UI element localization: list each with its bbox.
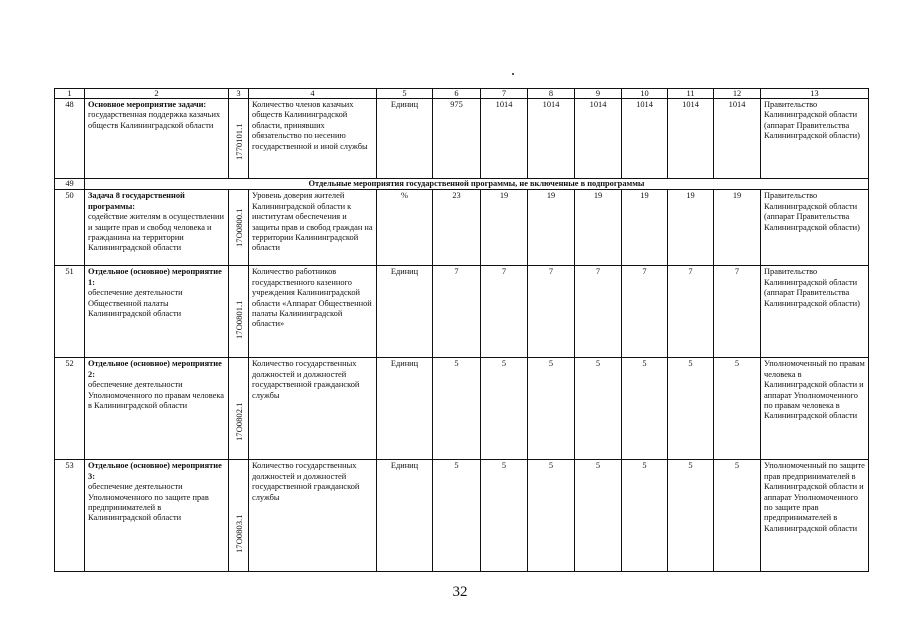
value-cell: 7 (575, 266, 622, 358)
value-cell: 5 (668, 358, 714, 460)
row-number: 51 (55, 266, 85, 358)
budget-code: 17О0803.1 (233, 514, 244, 553)
event-name-cell (85, 99, 229, 179)
indicator-cell: Количество членов казачьих обществ Калининградской области, принявших обязательство по несению государственной и иной службы (249, 99, 377, 179)
value-cell: 5 (575, 358, 622, 460)
scan-speck (512, 73, 514, 75)
col-header: 4 (249, 89, 377, 99)
value-cell: 5 (575, 460, 622, 572)
value-cell: 19 (528, 190, 575, 266)
value-cell: 7 (622, 266, 668, 358)
col-header: 7 (481, 89, 528, 99)
event-description: обеспечение деятельности Уполномоченного по правам человека в Калининградской области (88, 380, 224, 411)
unit-cell: Единиц (377, 358, 433, 460)
event-title: Отдельное (основное) мероприятие 1: (88, 267, 222, 287)
table-row (55, 460, 869, 572)
indicator-cell: Количество государственных должностей и должностей государственной гражданской службы (249, 460, 377, 572)
responsible-cell: Правительство Калининградской области (аппарат Правительства Калининградской области) (761, 190, 869, 266)
value-cell: 1014 (668, 99, 714, 179)
value-cell: 1014 (622, 99, 668, 179)
indicator-cell: Количество государственных должностей и должностей государственной гражданской службы (249, 358, 377, 460)
responsible-cell: Уполномоченный по правам человека в Калининградской области и аппарат Уполномоченного по правам человека в Калининградской области (761, 358, 869, 460)
table-row (55, 358, 869, 460)
table-row (55, 190, 869, 266)
value-cell: 5 (622, 460, 668, 572)
code-cell (229, 266, 249, 358)
unit-cell: % (377, 190, 433, 266)
budget-code: 1770101.1 (233, 123, 244, 160)
col-header: 11 (668, 89, 714, 99)
section-title: Отдельные мероприятия государственной программы, не включенные в подпрограммы (85, 179, 869, 190)
col-header: 3 (229, 89, 249, 99)
value-cell: 1014 (575, 99, 622, 179)
indicators-table (54, 88, 869, 572)
table-row (55, 266, 869, 358)
budget-code: 17О0800.1 (233, 208, 244, 247)
value-cell: 5 (528, 460, 575, 572)
event-name-cell (85, 460, 229, 572)
event-title: Отдельное (основное) мероприятие 2: (88, 359, 222, 379)
code-cell (229, 99, 249, 179)
col-header: 8 (528, 89, 575, 99)
value-cell: 19 (714, 190, 761, 266)
value-cell: 5 (622, 358, 668, 460)
event-title: Задача 8 государственной программы: (88, 191, 185, 211)
value-cell: 5 (481, 358, 528, 460)
unit-cell: Единиц (377, 99, 433, 179)
event-description: обеспечение деятельности Общественной палаты Калининградской области (88, 288, 183, 319)
col-header: 10 (622, 89, 668, 99)
code-cell (229, 460, 249, 572)
value-cell: 1014 (528, 99, 575, 179)
table-row (55, 99, 869, 179)
responsible-cell: Правительство Калининградской области (аппарат Правительства Калининградской области) (761, 266, 869, 358)
event-name-cell (85, 358, 229, 460)
event-title: Основное мероприятие задачи: (88, 100, 207, 109)
event-name-cell (85, 266, 229, 358)
value-cell: 5 (714, 460, 761, 572)
value-cell: 7 (714, 266, 761, 358)
value-cell: 7 (481, 266, 528, 358)
row-number: 53 (55, 460, 85, 572)
value-cell: 5 (668, 460, 714, 572)
value-cell: 1014 (481, 99, 528, 179)
event-description: обеспечение деятельности Уполномоченного по защите прав предпринимателей в Калининградской области (88, 482, 209, 523)
value-cell: 7 (668, 266, 714, 358)
code-cell (229, 358, 249, 460)
value-cell: 5 (714, 358, 761, 460)
indicator-cell: Количество работников государственного казенного учреждения Калининградской области «Аппарат Общественной палаты Калининградской области» (249, 266, 377, 358)
row-number: 52 (55, 358, 85, 460)
col-header: 6 (433, 89, 481, 99)
row-number: 49 (55, 179, 85, 190)
indicator-cell: Уровень доверия жителей Калининградской области к институтам обеспечения и защиты прав и свобод граждан на территории Калининградской области (249, 190, 377, 266)
row-number: 48 (55, 99, 85, 179)
page-number: 32 (452, 584, 468, 600)
value-cell: 23 (433, 190, 481, 266)
unit-cell: Единиц (377, 266, 433, 358)
col-header: 9 (575, 89, 622, 99)
col-header: 2 (85, 89, 229, 99)
unit-cell: Единиц (377, 460, 433, 572)
row-number: 50 (55, 190, 85, 266)
value-cell: 1014 (714, 99, 761, 179)
code-cell (229, 190, 249, 266)
event-title: Отдельное (основное) мероприятие 3: (88, 461, 222, 481)
section-row (55, 179, 869, 190)
value-cell: 975 (433, 99, 481, 179)
col-header: 1 (55, 89, 85, 99)
budget-code: 17О0802.1 (233, 402, 244, 441)
col-header: 13 (761, 89, 869, 99)
value-cell: 19 (575, 190, 622, 266)
col-header: 5 (377, 89, 433, 99)
col-header: 12 (714, 89, 761, 99)
event-description: содействие жителям в осуществлении и защите прав и свобод человека и гражданина на территории Калининградской области (88, 212, 224, 253)
value-cell: 5 (528, 358, 575, 460)
value-cell: 19 (668, 190, 714, 266)
value-cell: 5 (481, 460, 528, 572)
event-name-cell (85, 190, 229, 266)
column-number-row (55, 89, 869, 99)
event-description: государственная поддержка казачьих обществ Калининградской области (88, 110, 221, 130)
budget-code: 17О0801.1 (233, 300, 244, 339)
value-cell: 19 (481, 190, 528, 266)
value-cell: 5 (433, 358, 481, 460)
value-cell: 5 (433, 460, 481, 572)
responsible-cell: Уполномоченный по защите прав предпринимателей в Калининградской области и аппарат Уполномоченного по защите прав предпринимателей в Калининградской области (761, 460, 869, 572)
value-cell: 7 (433, 266, 481, 358)
value-cell: 7 (528, 266, 575, 358)
value-cell: 19 (622, 190, 668, 266)
responsible-cell: Правительство Калининградской области (аппарат Правительства Калининградской области) (761, 99, 869, 179)
